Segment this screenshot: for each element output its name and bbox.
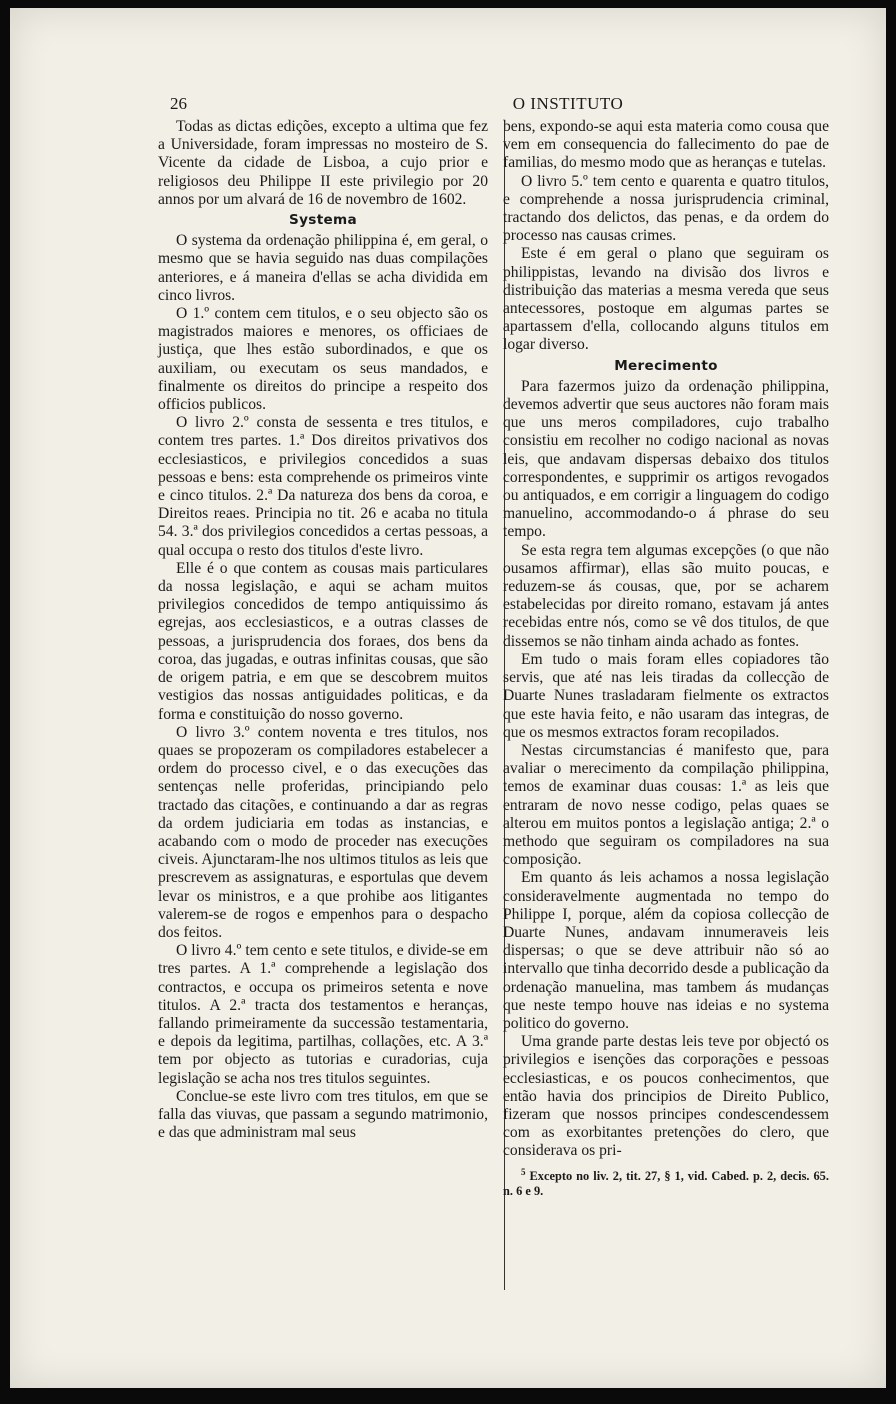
paragraph: Este é em geral o plano que seguiram os philippistas, levando na divisão dos livros e distribuição das materias a mesma vereda que seus antecessores, postoque em algumas partes se apartassem d'ella, collocando alguns titulos em logar diverso. <box>503 245 829 354</box>
paragraph: O systema da ordenação philippina é, em geral, o mesmo que se havia seguido nas duas compilações anteriores, e á maneira d'ellas se acha dividida em cinco livros. <box>158 232 488 304</box>
right-column <box>503 118 829 1199</box>
paragraph: Se esta regra tem algumas excepções (o que não ousamos affirmar), ellas são muito poucas, e reduzem-se ás cousas, que, por se acharem estabelecidas por direito romano, estavam já antes recebidas entre nós, como se vê dos titulos, de que dissemos se não tinham ainda achado as fontes. <box>503 541 829 650</box>
running-title: O INSTITUTO <box>512 94 624 113</box>
section-heading-merecimento: Merecimento <box>614 357 718 374</box>
paragraph: Todas as dictas edições, excepto a ultima que fez a Universidade, foram impressas no mosteiro de S. Vicente da cidade de Lisboa, a cujo prior e religiosos deu Philippe II este privilegio por 20 annos por um alvará de 16 de novembro de 1602. <box>158 118 488 208</box>
paragraph: Uma grande parte destas leis teve por objectó os privilegios e isenções das corporações e pessoas ecclesiasticas, e os poucos conhecimentos, que então havia dos principios de Direito Publico, fizeram que nossos principes condescendessem com as exorbitantes pretenções do clero, que considerava os pri- <box>503 1033 829 1160</box>
paragraph: Em tudo o mais foram elles copiadores tão servis, que até nas leis tiradas da collecção de Duarte Nunes trasladaram fielmente os extractos que este havia feito, e não usaram das integras, de que os mesmos extractos foram recopilados. <box>503 650 829 741</box>
paragraph: O livro 2.º consta de sessenta e tres titulos, e contem tres partes. 1.ª Dos direitos privativos dos ecclesiasticos, e privilegios concedidos a suas pessoas e bens: esta comprehende os primeiros vinte e cinco titulos. 2.ª Da natureza dos bens da coroa, e Direitos reaes. Principia no tit. 26 e acaba no titula 54. 3.ª dos privilegios concedidos a certas pessoas, a qual occupa o resto dos titulos d'este livro. <box>158 414 488 559</box>
footnote <box>503 1165 829 1199</box>
paragraph: Nestas circumstancias é manifesto que, para avaliar o merecimento da compilação philippina, temos de examinar duas cousas: 1.ª as leis que entraram de novo nesse codigo, pelas quaes se alterou em muitos pontos a legislação antiga; 2.ª o methodo que seguiram os compiladores na sua composição. <box>503 741 829 869</box>
paragraph: Em quanto ás leis achamos a nossa legislação consideravelmente augmentada no tempo do Philippe I, porque, além da copiosa collecção de Duarte Nunes, andavam innumeraveis leis dispersas; o que se deve attribuir não só ao intervallo que tinha decorrido desde a publicação da ordenação manuelina, mas tambem ás mudanças que neste tempo houve nas ideias e no systema politico do governo. <box>503 869 829 1032</box>
footnote-marker: 5 <box>521 1166 526 1177</box>
page-header <box>170 94 846 118</box>
paragraph: bens, expondo-se aqui esta materia como cousa que vem em consequencia do fallecimento do pae de familias, do mesmo modo que as heranças e tutelas. <box>503 118 829 172</box>
paragraph: O livro 5.º tem cento e quarenta e quatro titulos, e comprehende a nossa jurisprudencia criminal, tractando dos delictos, das penas, e da ordem do processo nas causas crimes. <box>503 172 829 245</box>
page-number: 26 <box>170 94 187 113</box>
section-heading-systema: Systema <box>289 212 357 229</box>
paragraph: Elle é o que contem as cousas mais particulares da nossa legislação, e aqui se acham muitos privilegios concedidos de tempo antiquissimo ás egrejas, aos ecclesiasticos, e a outras classes de pessoas, a jurisprudencia dos foraes, dos bens da coroa, das jugadas, e outras infinitas cousas, que são de origem patria, e em que se descobrem muitos vestigios das nossas antiguidades politicas, e da forma e constituição do nosso governo. <box>158 559 488 723</box>
paragraph: Conclue-se este livro com tres titulos, em que se falla das viuvas, que passam a segundo matrimonio, e das que administram mal seus <box>158 1087 488 1142</box>
paragraph: O 1.º contem cem titulos, e o seu objecto são os magistrados maiores e menores, os officiaes de justiça, que lhes estão subordinados, e que os auxiliam, ou executam os seus mandados, e finalmente os direitos do principe a respeito dos officios publicos. <box>158 305 488 414</box>
paragraph: O livro 3.º contem noventa e tres titulos, nos quaes se propozeram os compiladores estabelecer a ordem do processo civel, e o das execuções das sentenças nelle proferidas, principiando pelo tractado das citações, e continuando a dar as regras da ordem judiciaria em todas as instancias, e acabando com o modo de proceder nas execuções civeis. Ajunctaram-lhe nos ultimos titulos as leis que prescrevem as assignaturas, e esportulas que devem levar os ministros, e a que prohibe aos litigantes valerem-se de rogos e empenhos para o despacho dos feitos. <box>158 723 488 941</box>
footnote-text: Excepto no liv. 2, tit. 27, § 1, vid. Cabed. p. 2, decis. 65. n. 6 e 9. <box>503 1168 829 1198</box>
paragraph: O livro 4.º tem cento e sete titulos, e divide-se em tres partes. A 1.ª comprehende a legislação dos contractos, e occupa os primeiros setenta e nove titulos. A 2.ª tracta dos testamentos e heranças, fallando primeiramente da successão testamentaria, e depois da legitima, partilhas, collações, etc. A 3.ª tem por objecto as tutorias e curadorias, cuja legislação se acha nos tres titulos seguintes. <box>158 942 488 1087</box>
left-column <box>158 118 488 1142</box>
paragraph: Para fazermos juizo da ordenação philippina, devemos advertir que seus auctores não foram mais que uns meros compiladores, cujo trabalho consistiu em recolher no codigo nacional as novas leis, que andavam dispersas debaixo dos titulos correspondentes, e supprimir os artigos revogados ou antiquados, e em corrigir a linguagem do codigo manuelino, accommodando-o á phrase do seu tempo. <box>503 377 829 541</box>
